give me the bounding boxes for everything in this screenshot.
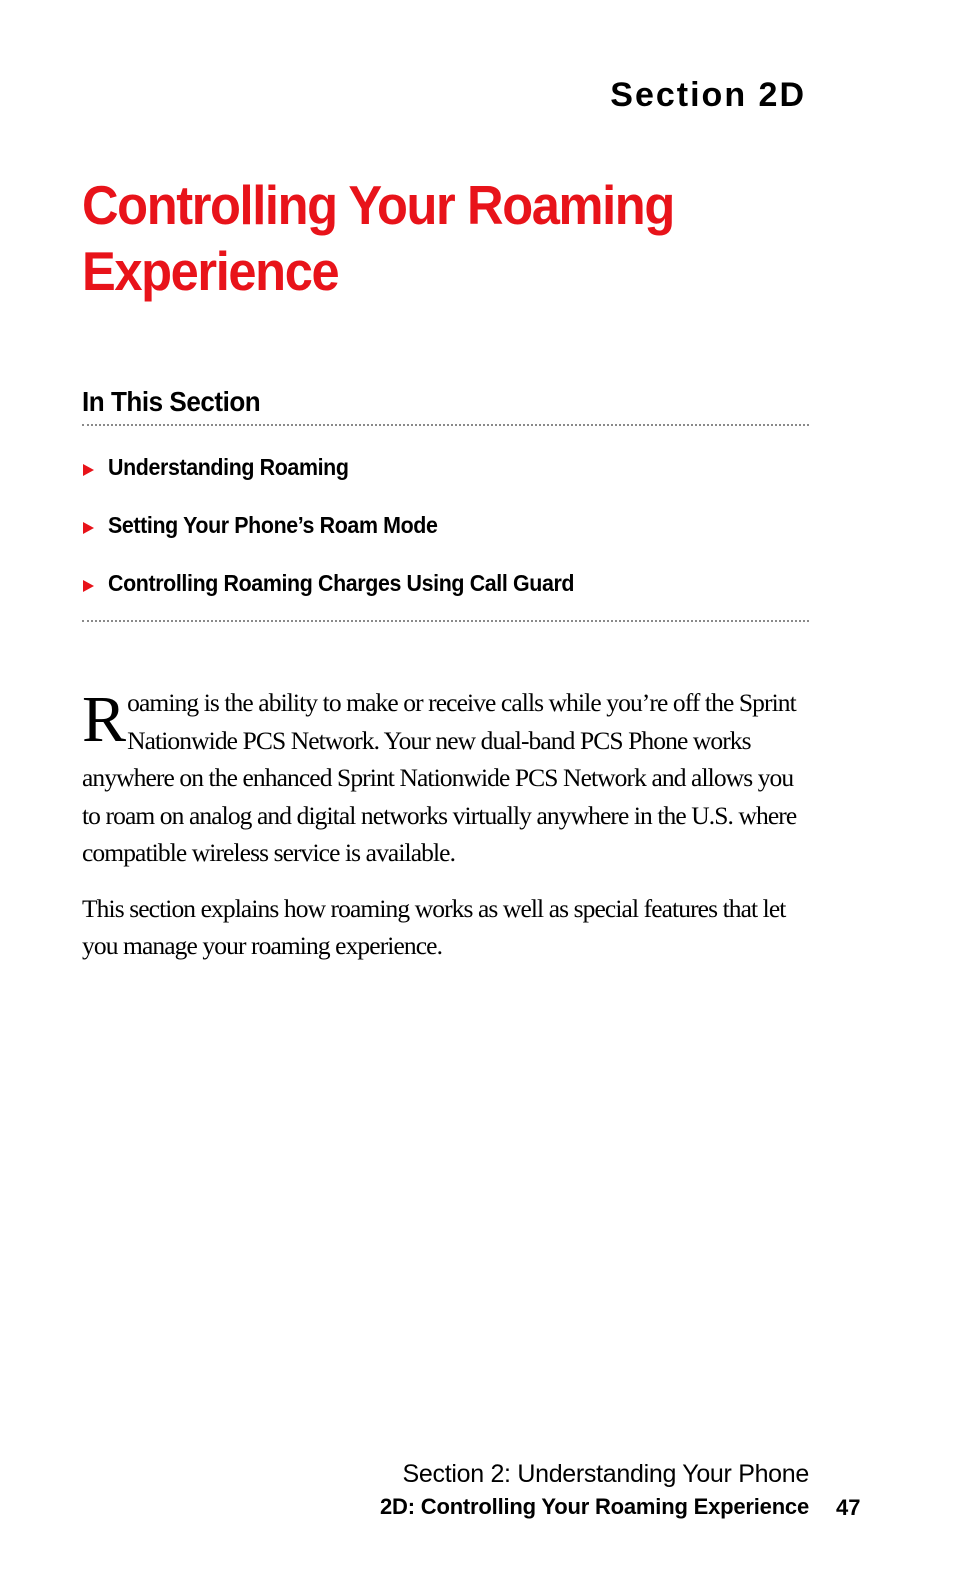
section-topic-label: Controlling Roaming Charges Using Call Guard	[108, 569, 575, 596]
in-this-section-box	[82, 384, 809, 622]
in-this-section-heading: In This Section	[82, 386, 261, 417]
section-topic-item	[82, 496, 809, 554]
intro-paragraph-text: oaming is the ability to make or receive calls while you’re off the Sprint Nationwide PCS Network. Your new dual-band PCS Phone works anywhere on the enhanced Sprint Nationwide PCS Network and allows you to roam on analog and digital networks virtually anywhere in the U.S. where compatible wireless service is available.	[82, 688, 797, 867]
red-triangle-bullet-icon	[83, 522, 94, 534]
footer-section-title: Section 2: Understanding Your Phone	[402, 1460, 809, 1488]
section-topic-label: Setting Your Phone’s Roam Mode	[108, 511, 438, 538]
section-topic-item	[82, 438, 809, 496]
intro-paragraph	[82, 684, 812, 872]
second-paragraph: This section explains how roaming works as well as special features that let you manage your roaming experience.	[82, 893, 786, 960]
section-label: Section 2D	[610, 76, 806, 114]
red-triangle-bullet-icon	[83, 464, 94, 476]
section-topic-list	[82, 426, 809, 620]
section-topic-label: Understanding Roaming	[108, 453, 349, 480]
page-title-line-1: Controlling Your Roaming	[82, 174, 674, 236]
red-triangle-bullet-icon	[83, 580, 94, 592]
page-title-line-2: Experience	[82, 240, 339, 302]
section-topic-item	[82, 554, 809, 612]
page-title	[82, 172, 781, 304]
bottom-dotted-divider	[82, 620, 809, 622]
drop-cap: R	[82, 683, 126, 756]
page-number: 47	[836, 1495, 861, 1520]
page-footer	[380, 1458, 809, 1524]
body-text	[82, 684, 812, 983]
footer-chapter-title: 2D: Controlling Your Roaming Experience	[380, 1494, 809, 1519]
